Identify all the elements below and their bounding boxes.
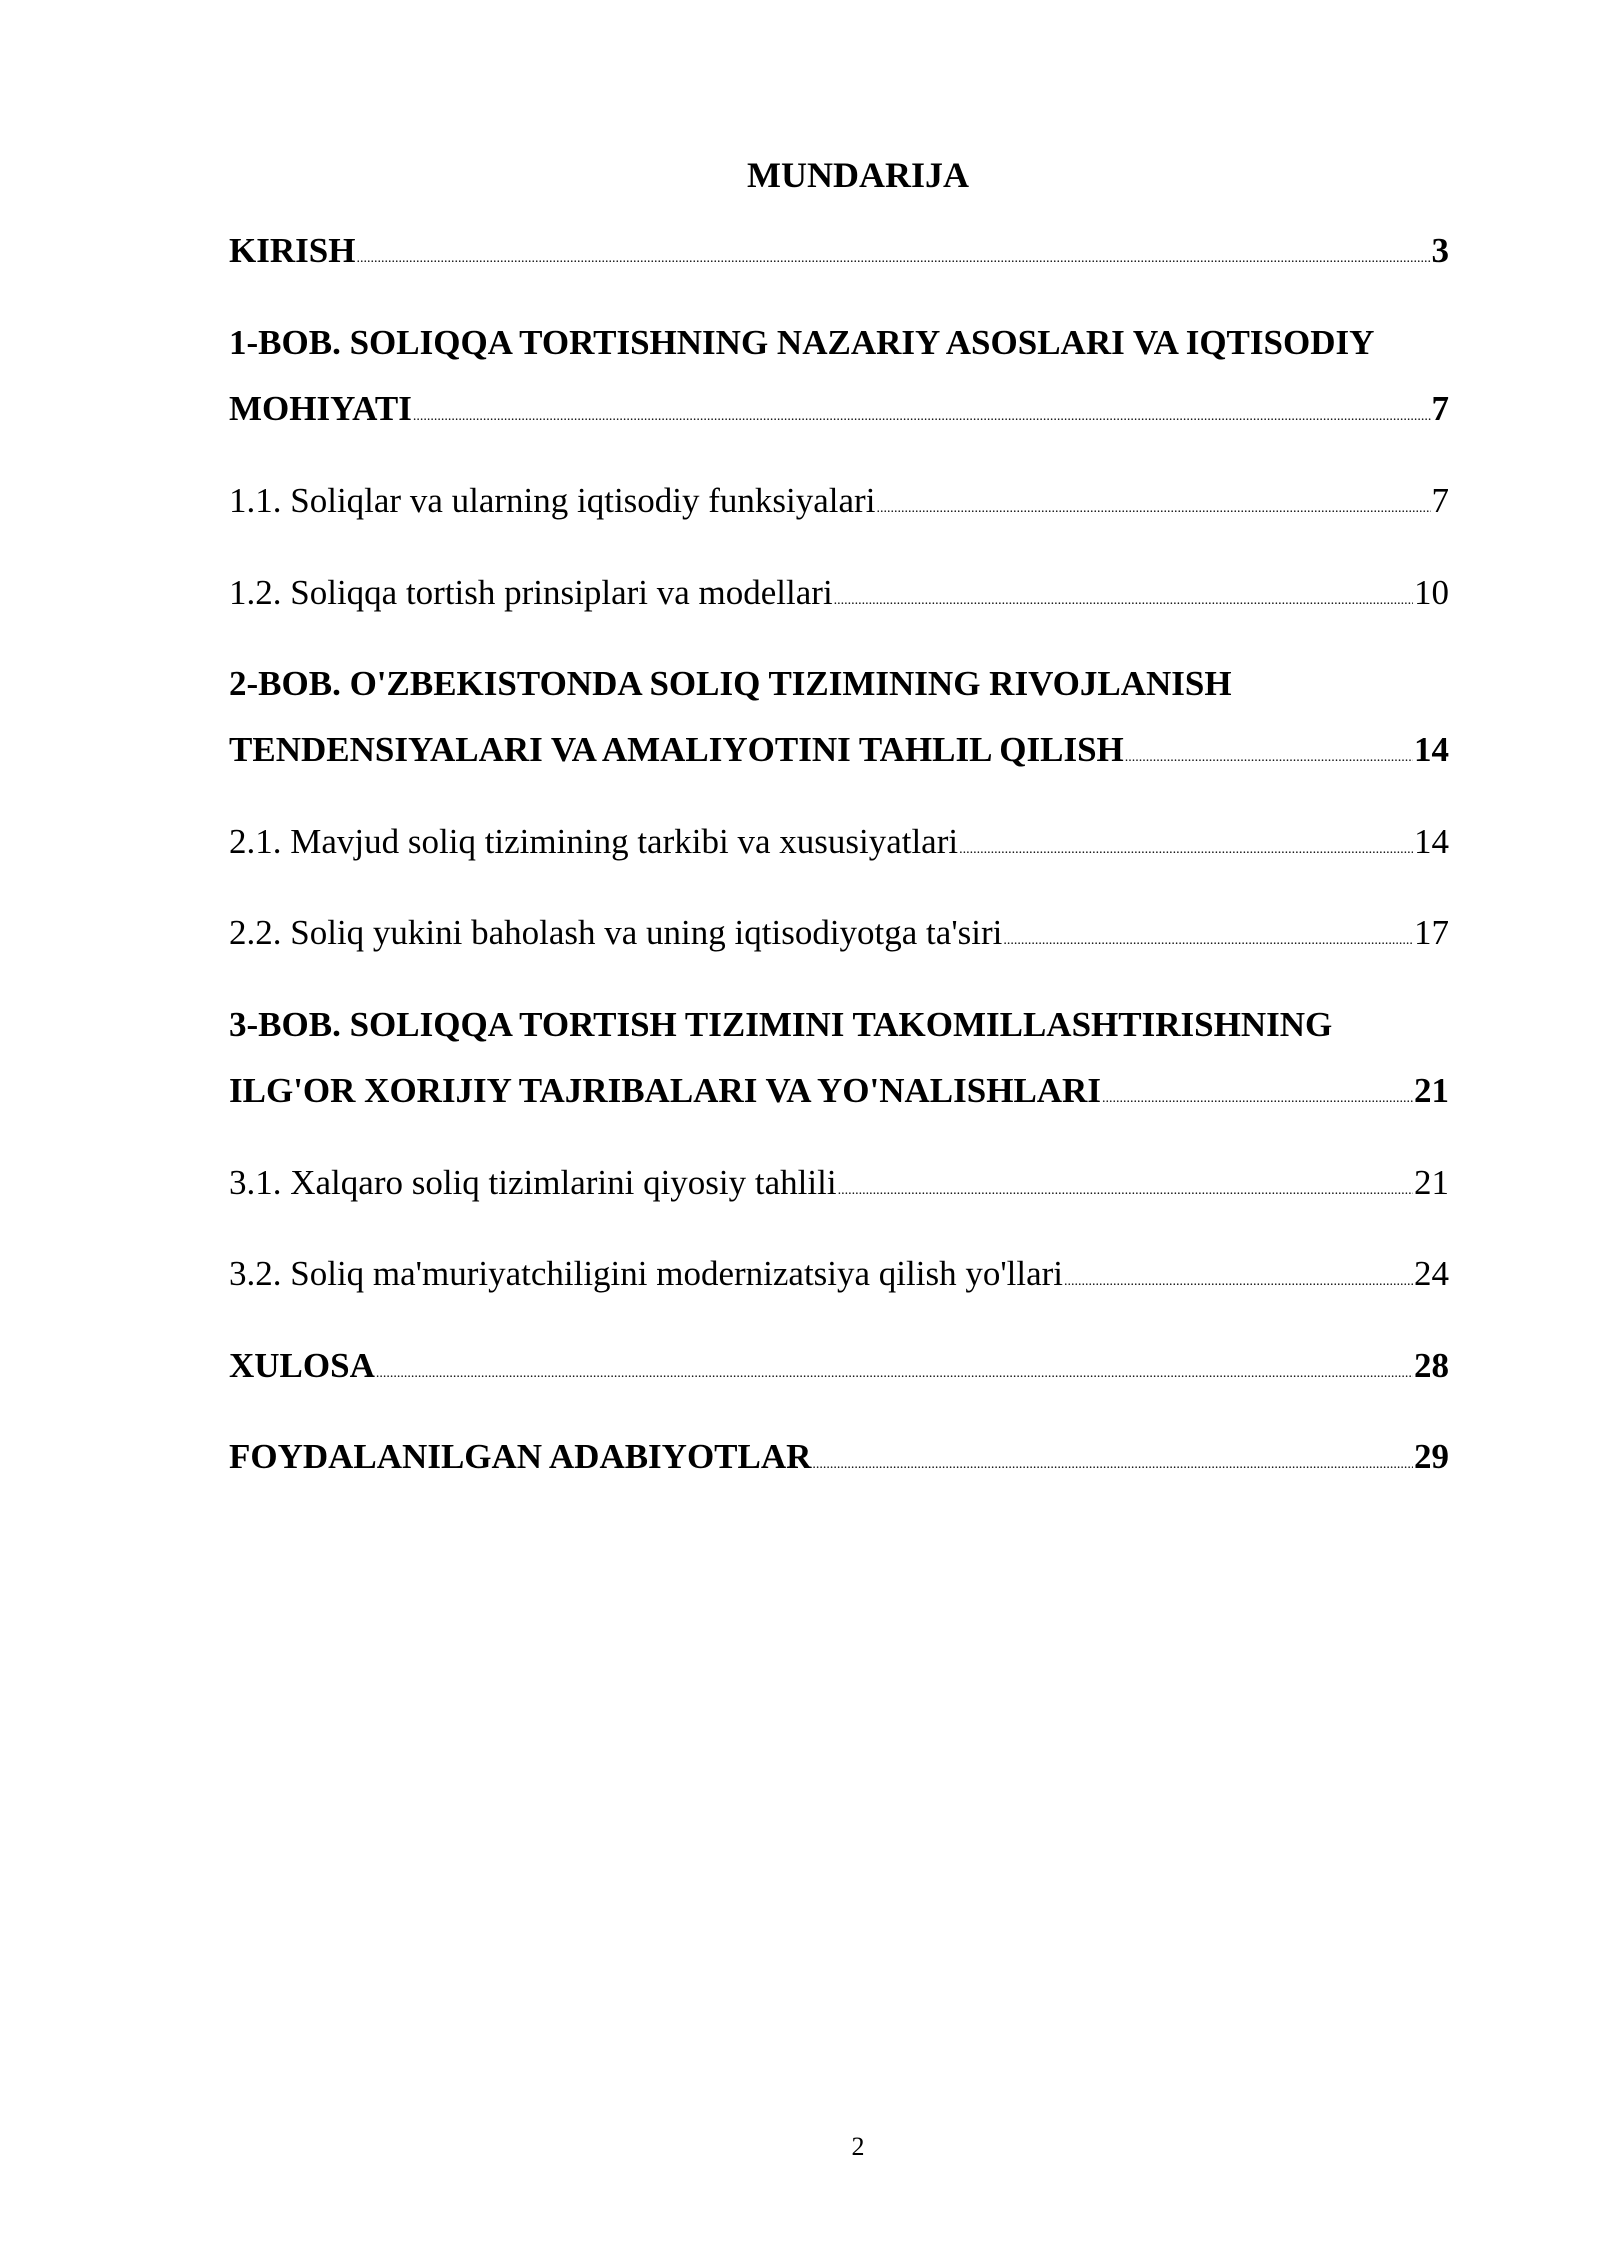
toc-entry-page: 14 [1414,822,1449,861]
toc-entry-title: FOYDALANILGAN ADABIYOTLAR [229,1437,812,1476]
toc-entry-page: 10 [1414,573,1449,612]
toc-entry-page: 29 [1414,1437,1449,1476]
toc-entry-page: 3 [1431,231,1449,270]
toc-entry-title: XULOSA [229,1346,375,1385]
toc-entry-title: 2.1. Mavjud soliq tizimining tarkibi va xususiyatlari [229,822,959,861]
toc-entry-title: 3.1. Xalqaro soliq tizimlarini qiyosiy tahlili [229,1163,837,1202]
toc-entry-page: 24 [1414,1254,1449,1293]
toc-leader-dots [1102,1092,1413,1106]
toc-leader-dots [1125,751,1413,765]
toc-entry-title: ILG'OR XORIJIY TAJRIBALARI VA YO'NALISHLARI [229,1071,1101,1110]
toc-entry-references[interactable] [229,1424,1449,1490]
toc-entry-title-line1: 2-BOB. O'ZBEKISTONDA SOLIQ TIZIMINING RIVOJLANISH [229,664,1232,703]
toc-entry-section-2-1[interactable] [229,809,1449,875]
toc-leader-dots [1003,934,1413,948]
toc-entry-page: 28 [1414,1346,1449,1385]
toc-entry-title: TENDENSIYALARI VA AMALIYOTINI TAHLIL QILISH [229,730,1124,769]
toc-entry-title-line1: 3-BOB. SOLIQQA TORTISH TIZIMINI TAKOMILLASHTIRISHNING [229,1005,1333,1044]
toc-entry-page: 21 [1414,1071,1449,1110]
toc-entry-chapter-1[interactable] [229,310,1449,442]
toc-entry-title: 1.1. Soliqlar va ularning iqtisodiy funksiyalari [229,481,876,520]
toc-entry-section-3-2[interactable] [229,1241,1449,1307]
toc-entry-page: 21 [1414,1163,1449,1202]
toc-entry-title: MOHIYATI [229,389,412,428]
toc-entry-chapter-2[interactable] [229,651,1449,783]
toc-entry-title: 1.2. Soliqqa tortish prinsiplari va modellari [229,573,833,612]
toc-entry-chapter-3[interactable] [229,992,1449,1124]
toc-leader-dots [413,410,1431,424]
toc-entry-page: 14 [1414,730,1449,769]
toc-entry-section-3-1[interactable] [229,1150,1449,1216]
toc-entry-kirish[interactable] [229,218,1449,284]
toc-leader-dots [876,502,1430,516]
toc-leader-dots [376,1367,1413,1381]
toc-leader-dots [834,594,1413,608]
toc-entry-title-line1: 1-BOB. SOLIQQA TORTISHNING NAZARIY ASOSLARI VA IQTISODIY [229,323,1375,362]
toc-entry-section-2-2[interactable] [229,900,1449,966]
page-title: MUNDARIJA [747,155,969,195]
toc-entry-title: KIRISH [229,231,356,270]
toc-leader-dots [959,843,1413,857]
toc-entry-page: 7 [1431,481,1449,520]
toc-entry-page: 17 [1414,913,1449,952]
toc-entry-page: 7 [1431,389,1449,428]
toc-leader-dots [838,1184,1413,1198]
page-number: 2 [851,2132,865,2161]
toc-leader-dots [1064,1275,1413,1289]
toc-leader-dots [356,252,1430,266]
toc-leader-dots [812,1458,1413,1472]
toc-entry-section-1-1[interactable] [229,468,1449,534]
toc-entry-xulosa[interactable] [229,1333,1449,1399]
toc-entry-title: 3.2. Soliq ma'muriyatchiligini modernizatsiya qilish yo'llari [229,1254,1064,1293]
toc-entry-title: 2.2. Soliq yukini baholash va uning iqtisodiyotga ta'siri [229,913,1003,952]
toc-entry-section-1-2[interactable] [229,560,1449,626]
